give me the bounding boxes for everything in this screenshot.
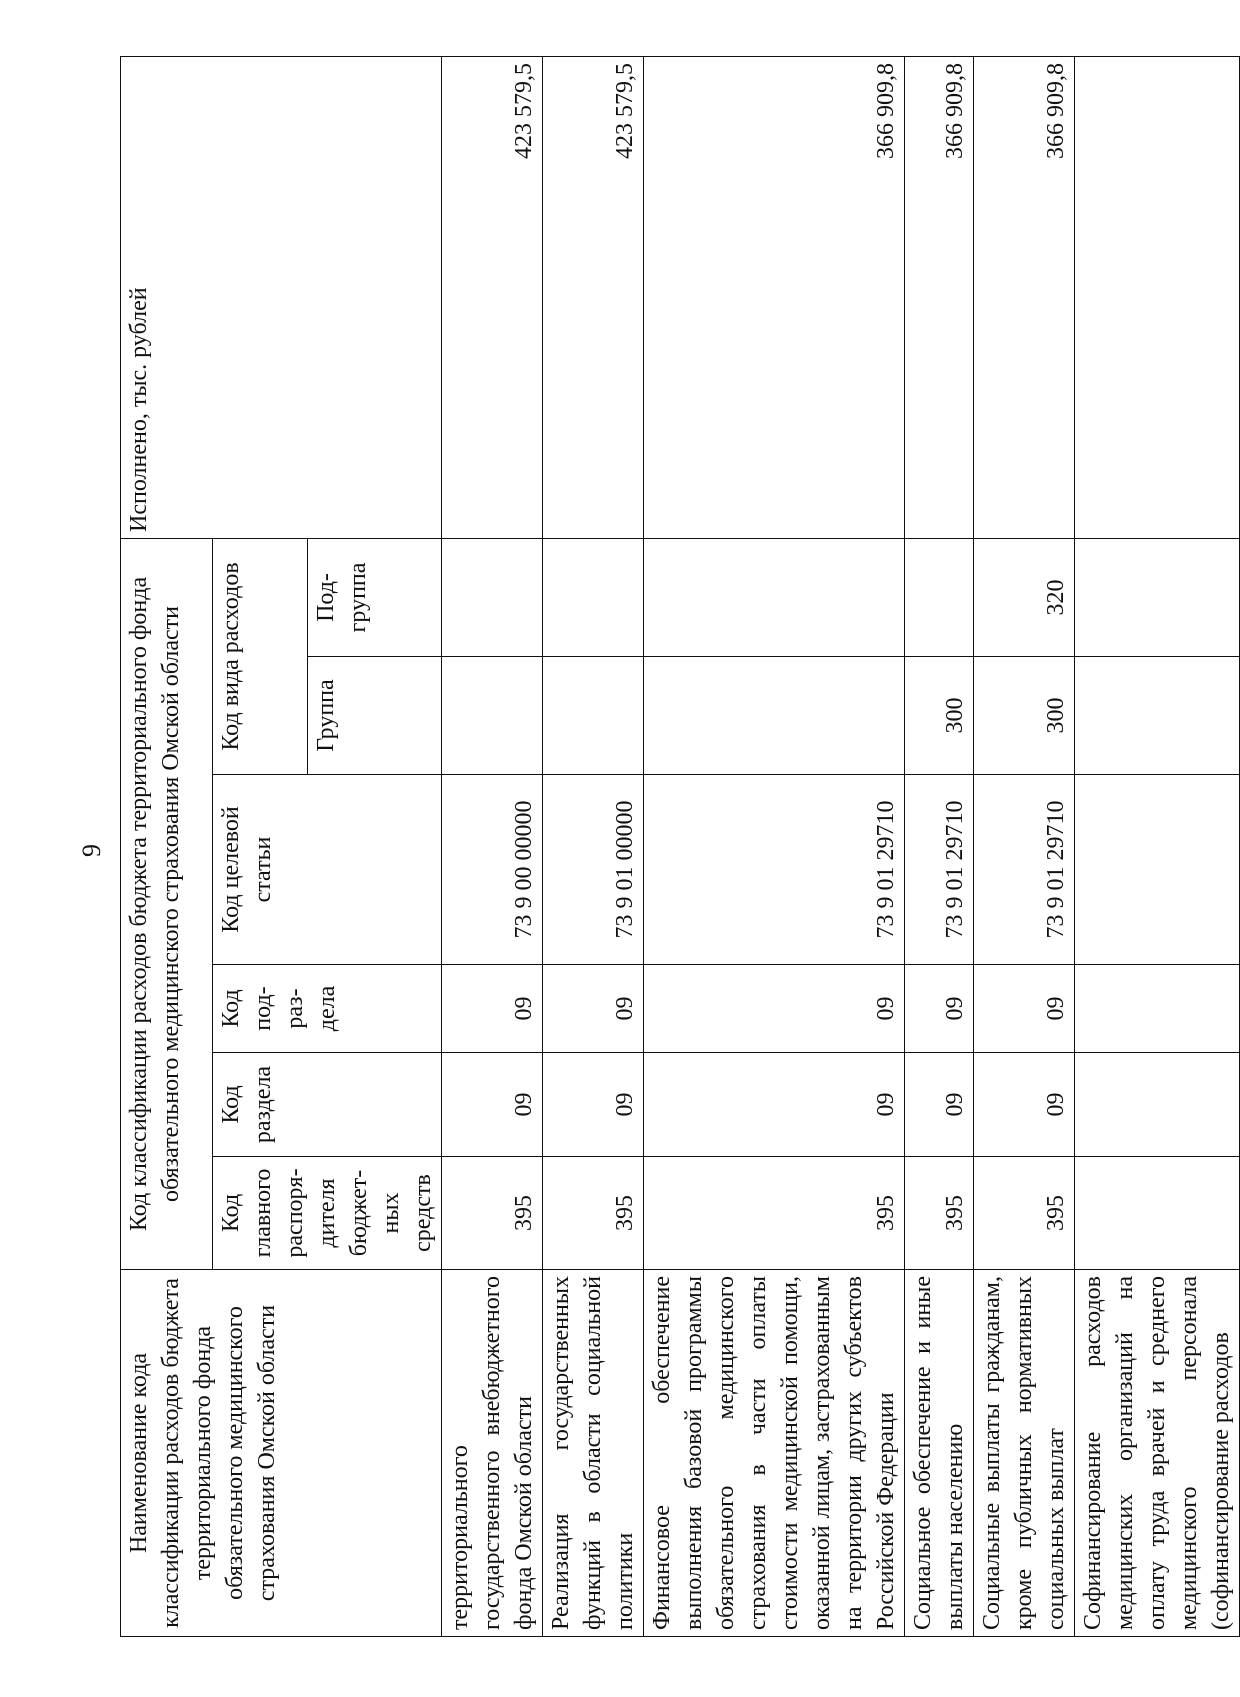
table-row	[543, 56, 644, 1636]
section-code-cell: 09	[644, 1053, 905, 1157]
group-cell: 300	[974, 657, 1075, 775]
subgroup-cell: 320	[974, 538, 1075, 656]
group-cell	[1075, 657, 1240, 775]
admin-code-cell: 395	[644, 1157, 905, 1270]
table-row	[905, 56, 974, 1636]
row-name: Социальные выплаты гражданам, кроме публичных нормативных социальных выплат	[974, 1270, 1075, 1637]
table-row	[644, 56, 905, 1636]
target-code-cell: 73 9 00 00000	[442, 775, 543, 965]
amount-cell: 366 909,8	[644, 56, 905, 538]
row-name: Финансовое обеспечение выполнения базовой программы обязательного медицинского страхования в части оплаты стоимости медицинской помощи, оказанной лицам, застрахованным на территории других субъектов Российской Федерации	[644, 1270, 905, 1637]
admin-code-cell: 395	[543, 1157, 644, 1270]
section-code-cell: 09	[905, 1053, 974, 1157]
header-name: Наименование кода классификации расходов бюджета территориального фонда обязательного медицинского страхования Омской области	[121, 1270, 442, 1637]
header-exptype-code: Код вида расходов	[213, 538, 308, 774]
header-admin-code: Код главного распоря-дителя бюджет-ных средств	[213, 1157, 442, 1270]
target-code-cell: 73 9 01 29710	[974, 775, 1075, 965]
subgroup-cell	[905, 538, 974, 656]
amount-cell: 366 909,8	[974, 56, 1075, 538]
group-cell	[644, 657, 905, 775]
row-name: Социальное обеспечение и иные выплаты населению	[905, 1270, 974, 1637]
section-code-cell: 09	[543, 1053, 644, 1157]
header-subgroup: Под-группа	[307, 538, 441, 656]
subsection-code-cell	[1075, 965, 1240, 1053]
amount-cell: 423 579,5	[442, 56, 543, 538]
subgroup-cell	[644, 538, 905, 656]
subsection-code-cell: 09	[543, 965, 644, 1053]
row-name: Софинансирование расходов медицинских организаций на оплату труда врачей и среднего медицинского персонала (софинансирование расходов	[1075, 1270, 1240, 1637]
target-code-cell: 73 9 01 29710	[644, 775, 905, 965]
amount-cell	[1075, 56, 1240, 538]
target-code-cell	[1075, 775, 1240, 965]
expenditure-table	[120, 56, 1240, 1637]
target-code-cell: 73 9 01 29710	[905, 775, 974, 965]
section-code-cell	[1075, 1053, 1240, 1157]
subgroup-cell	[442, 538, 543, 656]
admin-code-cell	[1075, 1157, 1240, 1270]
amount-cell: 423 579,5	[543, 56, 644, 538]
section-code-cell: 09	[974, 1053, 1075, 1157]
subsection-code-cell: 09	[644, 965, 905, 1053]
header-subsection-code: Код под-раз-дела	[213, 965, 442, 1053]
header-target-code: Код целевой статьи	[213, 775, 442, 965]
header-group: Группа	[307, 657, 441, 775]
amount-cell: 366 909,8	[905, 56, 974, 538]
page-number: 9	[77, 844, 106, 857]
group-cell	[442, 657, 543, 775]
table-row	[974, 56, 1075, 1636]
group-cell	[543, 657, 644, 775]
row-name: территориального государственного внебюджетного фонда Омской области	[442, 1270, 543, 1637]
admin-code-cell: 395	[442, 1157, 543, 1270]
group-cell: 300	[905, 657, 974, 775]
section-code-cell: 09	[442, 1053, 543, 1157]
subgroup-cell	[543, 538, 644, 656]
table-row	[1075, 56, 1240, 1636]
header-section-code: Код раздела	[213, 1053, 442, 1157]
header-code-group: Код классификации расходов бюджета территориального фонда обязательного медицинского страхования Омской области	[121, 538, 213, 1269]
subgroup-cell	[1075, 538, 1240, 656]
admin-code-cell: 395	[974, 1157, 1075, 1270]
header-amount: Исполнено, тыс. рублей	[121, 56, 442, 538]
rotated-page	[77, 57, 1234, 1637]
header-row-1	[121, 56, 213, 1636]
subsection-code-cell: 09	[974, 965, 1075, 1053]
row-name: Реализация государственных функций в области социальной политики	[543, 1270, 644, 1637]
admin-code-cell: 395	[905, 1157, 974, 1270]
table-row	[442, 56, 543, 1636]
target-code-cell: 73 9 01 00000	[543, 775, 644, 965]
subsection-code-cell: 09	[442, 965, 543, 1053]
subsection-code-cell: 09	[905, 965, 974, 1053]
